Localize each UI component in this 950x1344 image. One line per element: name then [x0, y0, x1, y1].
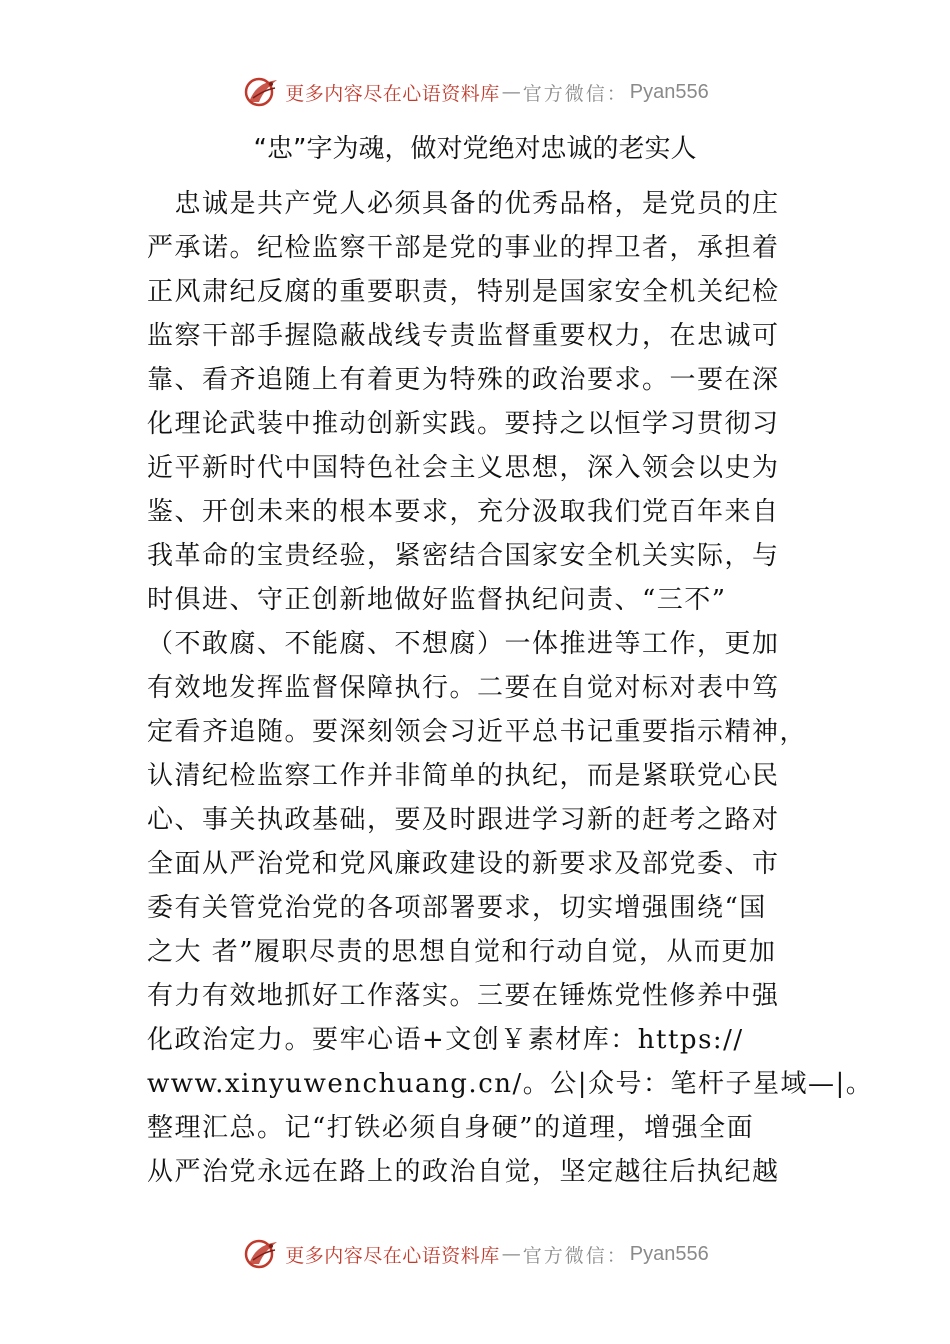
body-line: 认清纪检监察工作并非简单的执纪，而是紧联党心民	[147, 761, 780, 791]
body-line: 定看齐追随。要深刻领会习近平总书记重要指示精神，	[147, 717, 808, 747]
footer-wechat-id: Pyan556	[629, 1242, 709, 1265]
footer-banner	[0, 1232, 950, 1276]
header-separator: —	[501, 81, 521, 103]
body-line: 从严治党永远在路上的政治自觉，坚定越往后执纪越	[147, 1157, 780, 1187]
body-line: 之大 者”履职尽责的思想自觉和行动自觉，从而更加	[147, 937, 777, 967]
body-line: 整理汇总。记“打铁必须自身硬”的道理，增强全面	[147, 1113, 755, 1143]
body-line: 委有关管党治党的各项部署要求，切实增强围绕“国	[147, 893, 767, 923]
body-line: 忠诚是共产党人必须具备的优秀品格，是党员的庄	[147, 189, 780, 219]
body-line: 心、事关执政基础，要及时跟进学习新的赶考之路对	[147, 805, 780, 835]
body-line: 鉴、开创未来的根本要求，充分汲取我们党百年来自	[147, 497, 780, 527]
body-line: 有效地发挥监督保障执行。二要在自觉对标对表中笃	[147, 673, 780, 703]
body-line: 有力有效地抓好工作落实。三要在锤炼党性修养中强	[147, 981, 780, 1011]
body-line: 我革命的宝贵经验，紧密结合国家安全机关实际，与	[147, 541, 780, 571]
document-body	[147, 182, 874, 1194]
body-line: 正风肃纪反腐的重要职责，特别是国家安全机关纪检	[147, 277, 780, 307]
logo-icon	[241, 1234, 281, 1274]
header-wechat-id: Pyan556	[629, 80, 709, 103]
header-banner	[0, 70, 950, 114]
footer-ad-text: 更多内容尽在心语资料库	[285, 1244, 500, 1267]
body-line: 时俱进、守正创新地做好监督执纪问责、“三不”	[147, 585, 727, 615]
body-line: 化政治定力。要牢心语+文创￥素材库：https://	[147, 1025, 744, 1055]
body-line: 近平新时代中国特色社会主义思想，深入领会以史为	[147, 453, 780, 483]
body-line: 全面从严治党和党风廉政建设的新要求及部党委、市	[147, 849, 780, 879]
body-line: 化理论武装中推动创新实践。要持之以恒学习贯彻习	[147, 409, 780, 439]
body-line: 靠、看齐追随上有着更为特殊的政治要求。一要在深	[147, 365, 780, 395]
footer-separator: —	[501, 1243, 521, 1265]
body-line: www.xinyuwenchuang.cn/。公|众号：笔杆子星域—|。	[147, 1069, 874, 1099]
footer-wechat-label: 官方微信：	[522, 1244, 628, 1267]
logo-icon	[241, 72, 281, 112]
document-title: “忠”字为魂，做对党绝对忠诚的老实人	[253, 134, 697, 164]
body-line: 严承诺。纪检监察干部是党的事业的捍卫者，承担着	[147, 233, 780, 263]
body-line: （不敢腐、不能腐、不想腐）一体推进等工作，更加	[147, 629, 780, 659]
body-line: 监察干部手握隐蔽战线专责监督重要权力，在忠诚可	[147, 321, 780, 351]
header-ad-text: 更多内容尽在心语资料库	[285, 82, 500, 105]
header-wechat-label: 官方微信：	[522, 82, 628, 105]
